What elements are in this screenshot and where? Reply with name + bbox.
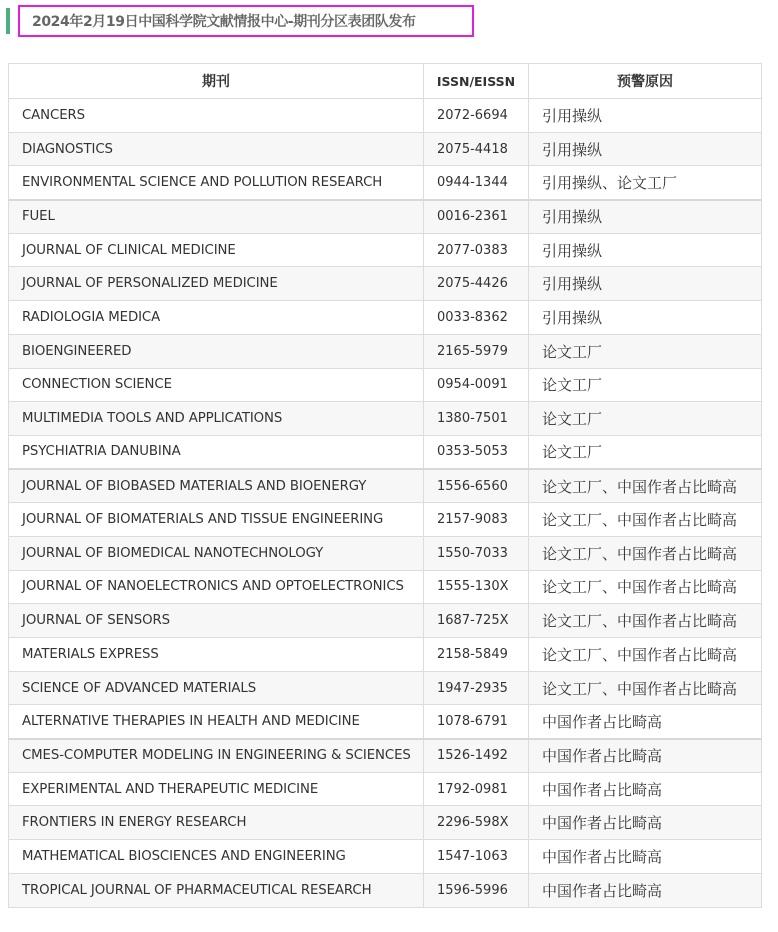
journal-name-cell: MATERIALS EXPRESS bbox=[9, 638, 424, 672]
issn-cell: 2075-4418 bbox=[424, 132, 529, 166]
journal-name-cell: MATHEMATICAL BIOSCIENCES AND ENGINEERING bbox=[9, 840, 424, 874]
issn-cell: 2158-5849 bbox=[424, 638, 529, 672]
heading-accent-bar bbox=[6, 8, 10, 34]
warning-reason-cell: 中国作者占比畸高 bbox=[529, 739, 762, 773]
table-row bbox=[9, 536, 762, 570]
table-row bbox=[9, 267, 762, 301]
journal-name-cell: ALTERNATIVE THERAPIES IN HEALTH AND MEDICINE bbox=[9, 705, 424, 739]
table-row bbox=[9, 840, 762, 874]
warning-reason-cell: 中国作者占比畸高 bbox=[529, 772, 762, 806]
header-issn: ISSN/EISSN bbox=[424, 64, 529, 99]
issn-cell: 0033-8362 bbox=[424, 301, 529, 335]
table-row bbox=[9, 435, 762, 469]
table-body bbox=[9, 99, 762, 908]
journal-name-cell: PSYCHIATRIA DANUBINA bbox=[9, 435, 424, 469]
journal-name-cell: MULTIMEDIA TOOLS AND APPLICATIONS bbox=[9, 402, 424, 436]
warning-reason-cell: 论文工厂、中国作者占比畸高 bbox=[529, 570, 762, 604]
journal-name-cell: JOURNAL OF BIOMEDICAL NANOTECHNOLOGY bbox=[9, 536, 424, 570]
issn-cell: 1550-7033 bbox=[424, 536, 529, 570]
table-row bbox=[9, 638, 762, 672]
issn-cell: 1078-6791 bbox=[424, 705, 529, 739]
issn-cell: 0016-2361 bbox=[424, 200, 529, 234]
table-row bbox=[9, 873, 762, 907]
issn-cell: 2075-4426 bbox=[424, 267, 529, 301]
warning-reason-cell: 论文工厂 bbox=[529, 368, 762, 402]
warning-reason-cell: 论文工厂 bbox=[529, 402, 762, 436]
journal-name-cell: JOURNAL OF SENSORS bbox=[9, 604, 424, 638]
warning-reason-cell: 引用操纵 bbox=[529, 267, 762, 301]
warning-reason-cell: 引用操纵、论文工厂 bbox=[529, 166, 762, 200]
journal-name-cell: CONNECTION SCIENCE bbox=[9, 368, 424, 402]
journal-name-cell: JOURNAL OF PERSONALIZED MEDICINE bbox=[9, 267, 424, 301]
table-row bbox=[9, 469, 762, 503]
table-row bbox=[9, 166, 762, 200]
issn-cell: 1380-7501 bbox=[424, 402, 529, 436]
warning-reason-cell: 论文工厂、中国作者占比畸高 bbox=[529, 469, 762, 503]
table-row bbox=[9, 368, 762, 402]
table-row bbox=[9, 772, 762, 806]
table-row bbox=[9, 132, 762, 166]
issn-cell: 2072-6694 bbox=[424, 99, 529, 133]
table-row bbox=[9, 402, 762, 436]
table-row bbox=[9, 739, 762, 773]
issn-cell: 1526-1492 bbox=[424, 739, 529, 773]
issn-cell: 1555-130X bbox=[424, 570, 529, 604]
journal-name-cell: FRONTIERS IN ENERGY RESEARCH bbox=[9, 806, 424, 840]
warning-reason-cell: 引用操纵 bbox=[529, 99, 762, 133]
table-row bbox=[9, 233, 762, 267]
journal-name-cell: BIOENGINEERED bbox=[9, 334, 424, 368]
table-row bbox=[9, 503, 762, 537]
table-row bbox=[9, 570, 762, 604]
table-row bbox=[9, 604, 762, 638]
journal-name-cell: ENVIRONMENTAL SCIENCE AND POLLUTION RESEARCH bbox=[9, 166, 424, 200]
warning-reason-cell: 论文工厂、中国作者占比畸高 bbox=[529, 503, 762, 537]
issn-cell: 0954-0091 bbox=[424, 368, 529, 402]
page-title: 2024年2月19日中国科学院文献情报中心-期刊分区表团队发布 bbox=[32, 14, 416, 30]
journal-name-cell: SCIENCE OF ADVANCED MATERIALS bbox=[9, 671, 424, 705]
issn-cell: 1947-2935 bbox=[424, 671, 529, 705]
page-heading bbox=[6, 4, 474, 38]
warning-reason-cell: 中国作者占比畸高 bbox=[529, 806, 762, 840]
issn-cell: 2165-5979 bbox=[424, 334, 529, 368]
journal-name-cell: JOURNAL OF BIOMATERIALS AND TISSUE ENGINEERING bbox=[9, 503, 424, 537]
header-reason: 预警原因 bbox=[529, 64, 762, 99]
header-journal: 期刊 bbox=[9, 64, 424, 99]
warning-reason-cell: 论文工厂、中国作者占比畸高 bbox=[529, 638, 762, 672]
heading-highlight-box bbox=[18, 5, 474, 37]
issn-cell: 1687-725X bbox=[424, 604, 529, 638]
warning-reason-cell: 论文工厂、中国作者占比畸高 bbox=[529, 604, 762, 638]
warning-reason-cell: 引用操纵 bbox=[529, 233, 762, 267]
journal-name-cell: DIAGNOSTICS bbox=[9, 132, 424, 166]
journal-name-cell: TROPICAL JOURNAL OF PHARMACEUTICAL RESEARCH bbox=[9, 873, 424, 907]
issn-cell: 2157-9083 bbox=[424, 503, 529, 537]
warning-reason-cell: 论文工厂 bbox=[529, 334, 762, 368]
journal-name-cell: JOURNAL OF BIOBASED MATERIALS AND BIOENERGY bbox=[9, 469, 424, 503]
warning-reason-cell: 中国作者占比畸高 bbox=[529, 705, 762, 739]
table-row bbox=[9, 301, 762, 335]
issn-cell: 0944-1344 bbox=[424, 166, 529, 200]
issn-cell: 1596-5996 bbox=[424, 873, 529, 907]
issn-cell: 0353-5053 bbox=[424, 435, 529, 469]
issn-cell: 2077-0383 bbox=[424, 233, 529, 267]
issn-cell: 1792-0981 bbox=[424, 772, 529, 806]
journal-warning-table bbox=[8, 63, 762, 908]
warning-reason-cell: 引用操纵 bbox=[529, 132, 762, 166]
table-row bbox=[9, 671, 762, 705]
journal-name-cell: EXPERIMENTAL AND THERAPEUTIC MEDICINE bbox=[9, 772, 424, 806]
journal-name-cell: FUEL bbox=[9, 200, 424, 234]
journal-name-cell: CANCERS bbox=[9, 99, 424, 133]
table-row bbox=[9, 99, 762, 133]
issn-cell: 1556-6560 bbox=[424, 469, 529, 503]
warning-reason-cell: 论文工厂 bbox=[529, 435, 762, 469]
table-row bbox=[9, 334, 762, 368]
issn-cell: 1547-1063 bbox=[424, 840, 529, 874]
warning-reason-cell: 引用操纵 bbox=[529, 301, 762, 335]
journal-name-cell: JOURNAL OF NANOELECTRONICS AND OPTOELECTRONICS bbox=[9, 570, 424, 604]
journal-name-cell: JOURNAL OF CLINICAL MEDICINE bbox=[9, 233, 424, 267]
table-row bbox=[9, 806, 762, 840]
table-row bbox=[9, 705, 762, 739]
warning-reason-cell: 论文工厂、中国作者占比畸高 bbox=[529, 671, 762, 705]
warning-reason-cell: 中国作者占比畸高 bbox=[529, 873, 762, 907]
warning-reason-cell: 中国作者占比畸高 bbox=[529, 840, 762, 874]
warning-reason-cell: 引用操纵 bbox=[529, 200, 762, 234]
journal-name-cell: RADIOLOGIA MEDICA bbox=[9, 301, 424, 335]
table-row bbox=[9, 200, 762, 234]
table-header-row bbox=[9, 64, 762, 99]
issn-cell: 2296-598X bbox=[424, 806, 529, 840]
journal-name-cell: CMES-COMPUTER MODELING IN ENGINEERING & SCIENCES bbox=[9, 739, 424, 773]
warning-reason-cell: 论文工厂、中国作者占比畸高 bbox=[529, 536, 762, 570]
